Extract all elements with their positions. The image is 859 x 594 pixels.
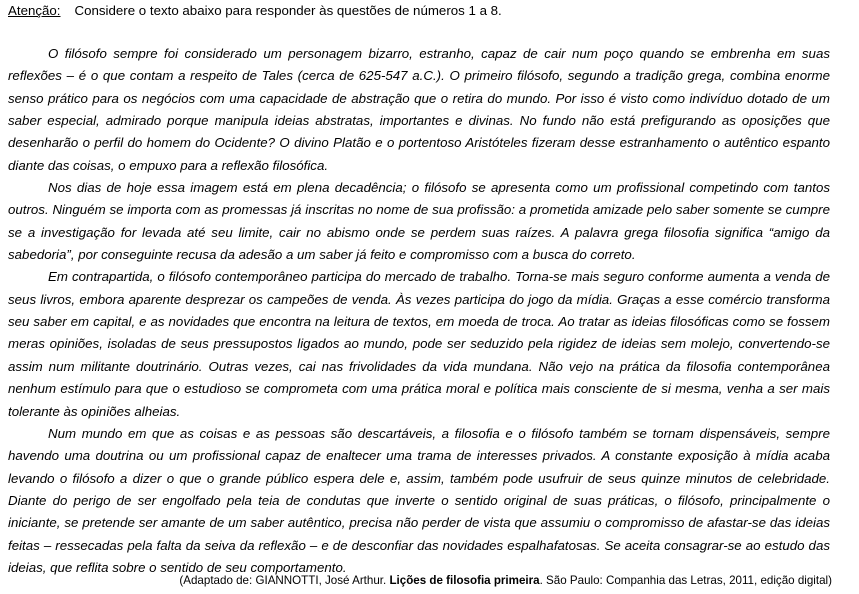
paragraph-2: Nos dias de hoje essa imagem está em plena decadência; o filósofo se apresenta como um profissional competindo com tantos outros. Ninguém se importa com as promessas já inscritas no nome de sua profissão: a prometida amizade pelo saber somente se cumpre se a investigação for levada até seu limite, cair no abismo onde se perdem suas raízes. A palavra grega filosofia significa “amigo da sabedoria”, por conseguinte recusa da adesão a um saber já feito e compromisso com a busca do correto. xyxy=(8,180,830,263)
instruction-text: Considere o texto abaixo para responder às questões de números 1 a 8. xyxy=(74,3,502,18)
citation-prefix: (Adaptado de: GIANNOTTI, José Arthur. xyxy=(179,574,390,587)
attention-label: Atenção: xyxy=(8,3,61,18)
source-citation xyxy=(179,573,832,589)
instruction-header xyxy=(8,3,502,19)
paragraph-4: Num mundo em que as coisas e as pessoas são descartáveis, a filosofia e o filósofo também se tornam dispensáveis, sempre havendo uma doutrina ou um profissional capaz de enaltecer uma trama de interesses privados. A constante exposição à mídia acaba levando o filósofo a dizer o que o grande público espera dele e, assim, também pode usufruir de seus quinze minutos de celebridade. Diante do perigo de ser engolfado pela teia de condutas que inverte o sentido original de suas práticas, o filósofo, principalmente o iniciante, se pretende ser amante de um saber autêntico, precisa não perder de vista que assumiu o compromisso de afastar-se das ideias feitas – ressecadas pela falta da seiva da reflexão – e de desconfiar das novidades espalhafatosas. Se aceita consagrar-se ao estudo das ideias, que reflita sobre o sentido de seu comportamento. xyxy=(8,425,830,575)
paragraph-1: O filósofo sempre foi considerado um personagem bizarro, estranho, capaz de cair num poço quando se embrenha em suas reflexões – é o que contam a respeito de Tales (cerca de 625-547 a.C.). O primeiro filósofo, segundo a tradição grega, combina enorme senso prático para os negócios com uma capacidade de abstração que o retira do mundo. Por isso é visto como indivíduo dotado de um saber especial, admirado porque manipula ideias abstratas, importantes e divinas. No fundo não está prefigurando as oposições que desenharão o perfil do homem do Ocidente? O divino Platão e o portentoso Aristóteles fizeram desse estranhamento o autêntico espanto diante das coisas, o empuxo para a reflexão filosófica. xyxy=(8,46,830,173)
citation-book-title: Lições de filosofia primeira xyxy=(389,574,540,587)
text-body xyxy=(8,43,830,579)
citation-suffix: . São Paulo: Companhia das Letras, 2011, edição digital) xyxy=(539,574,832,587)
paragraph-3: Em contrapartida, o filósofo contemporâneo participa do mercado de trabalho. Torna-se mais seguro conforme aumenta a venda de seus livros, embora aparente desprezar os campeões de venda. Às vezes participa do jogo da mídia. Graças a esse comércio transforma seu saber em capital, e as novidades que encontra na leitura de textos, em moeda de troca. Ao tratar as ideias filosóficas como se fossem meras opiniões, isoladas de seus pressupostos ligados ao mundo, pode ser seduzido pela rigidez de ideias sem molejo, convertendo-se assim num militante doutrinário. Outras vezes, cai nas frivolidades da vida mundana. Não vejo na prática da filosofia contemporânea nenhum estímulo para que o estudioso se comprometa com uma prática moral e política mais consciente de si mesma, venha a ser mais tolerante às opiniões alheias. xyxy=(8,269,830,419)
